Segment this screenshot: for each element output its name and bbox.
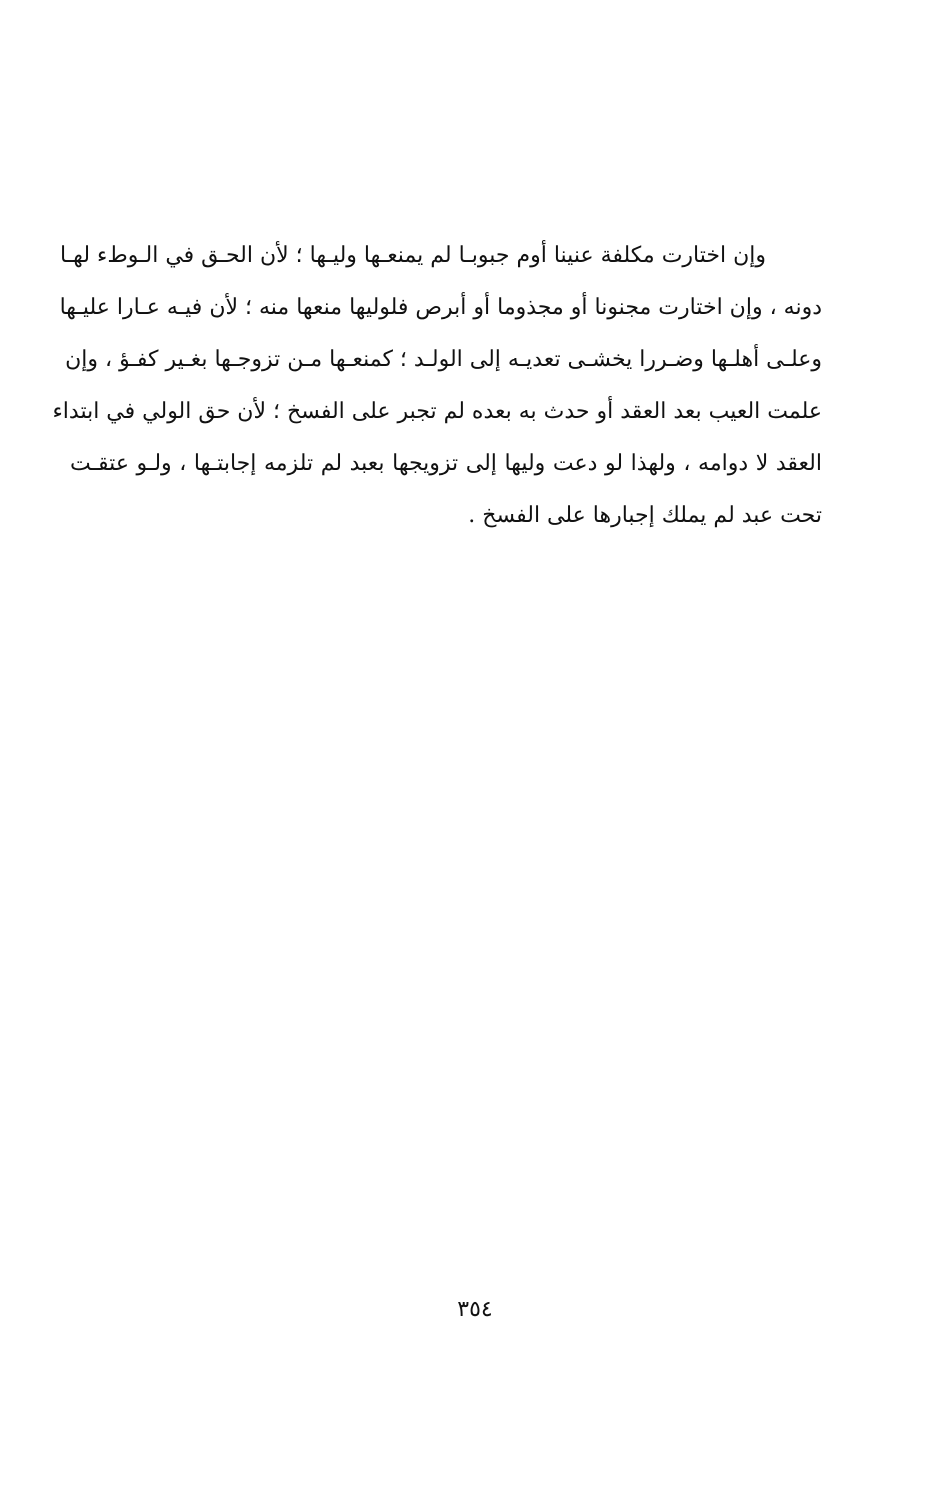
text-line-2: دونه ، وإن اختارت مجنونا أو مجذوما أو أبرص فلوليها منعها منه ؛ لأن فيـه عـارا عليـها <box>59 295 822 320</box>
page-number: ٣٥٤ <box>457 1297 493 1322</box>
text-line-5: العقد لا دوامه ، ولهذا لو دعت وليها إلى تزويجها بعبد لم تلزمه إجابتـها ، ولـو عتقـت <box>70 451 822 476</box>
text-line-1: وإن اختارت مكلفة عنينا أوم جبوبـا لم يمنعـها وليـها ؛ لأن الحـق في الـوطء لهـا <box>60 243 766 268</box>
text-line-6: تحت عبد لم يملك إجبارها على الفسخ . <box>468 503 822 528</box>
text-line-3: وعلـى أهلـها وضـررا يخشـى تعديـه إلى الولـد ؛ كمنعـها مـن تزوجـها بغـير كفـؤ ، وإن <box>65 347 822 372</box>
body-paragraph <box>52 236 822 548</box>
text-line-4: علمت العيب بعد العقد أو حدث به بعده لم تجبر على الفسخ ؛ لأن حق الولي في ابتداء <box>52 399 822 424</box>
